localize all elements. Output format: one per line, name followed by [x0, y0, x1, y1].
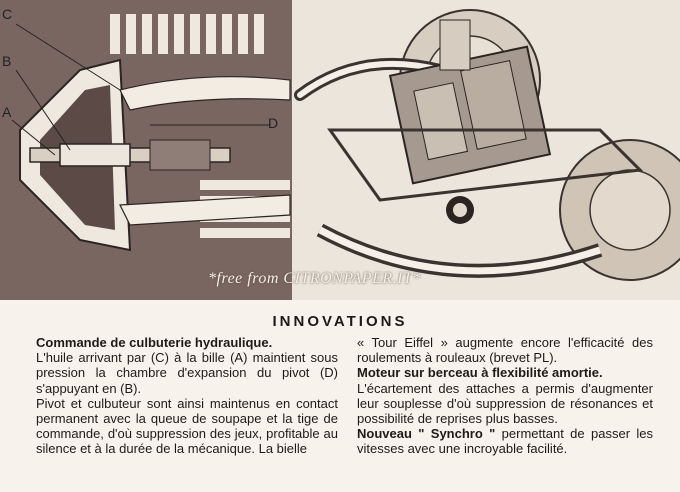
label-b: B — [2, 53, 12, 69]
text-oil: L'huile arrivant par (C) à la bille (A) maintient sous pression la chambre d'expansion du pivot (D) s'appuyant en (B). — [36, 350, 338, 396]
paragraph-cradle — [357, 365, 653, 426]
title-cradle: Moteur sur berceau à flexibilité amortie. — [357, 365, 603, 381]
pivot-chamber — [60, 144, 130, 166]
section-heading: INNOVATIONS — [272, 313, 408, 330]
paragraph-rocker — [36, 335, 338, 396]
label-d: D — [268, 115, 279, 131]
title-synchro: Nouveau " Synchro " — [357, 426, 496, 442]
text-synchro: permettant de passer les vitesses avec une incroyable facilité. — [357, 426, 653, 457]
spring-housing — [150, 140, 210, 170]
title-rocker: Commande de culbuterie hydraulique. — [36, 335, 273, 350]
paragraph-synchro — [357, 426, 653, 456]
label-c: C — [2, 6, 13, 22]
paragraph-bielle: « Tour Eiffel » augmente encore l'efficacité des roulements à rouleaux (brevet PL). — [357, 335, 653, 366]
carburetor — [440, 20, 470, 70]
text-cradle: L'écartement des attaches a permis d'augmenter leur souplesse d'où suppression de résonances et possibilité de reprises plus basses. — [357, 380, 653, 427]
paragraph-pivot: Pivot et culbuteur sont ainsi maintenus en contact permanent avec la queue de soupape et la tige de commande, d'où suppression des jeux, profitable au silence et à la durée de la mécanique. La bielle — [36, 395, 338, 457]
label-a: A — [2, 104, 12, 120]
watermark: *free from CITRONPAPER.IT* — [208, 270, 421, 287]
column-right — [357, 335, 653, 457]
column-left — [36, 335, 338, 457]
